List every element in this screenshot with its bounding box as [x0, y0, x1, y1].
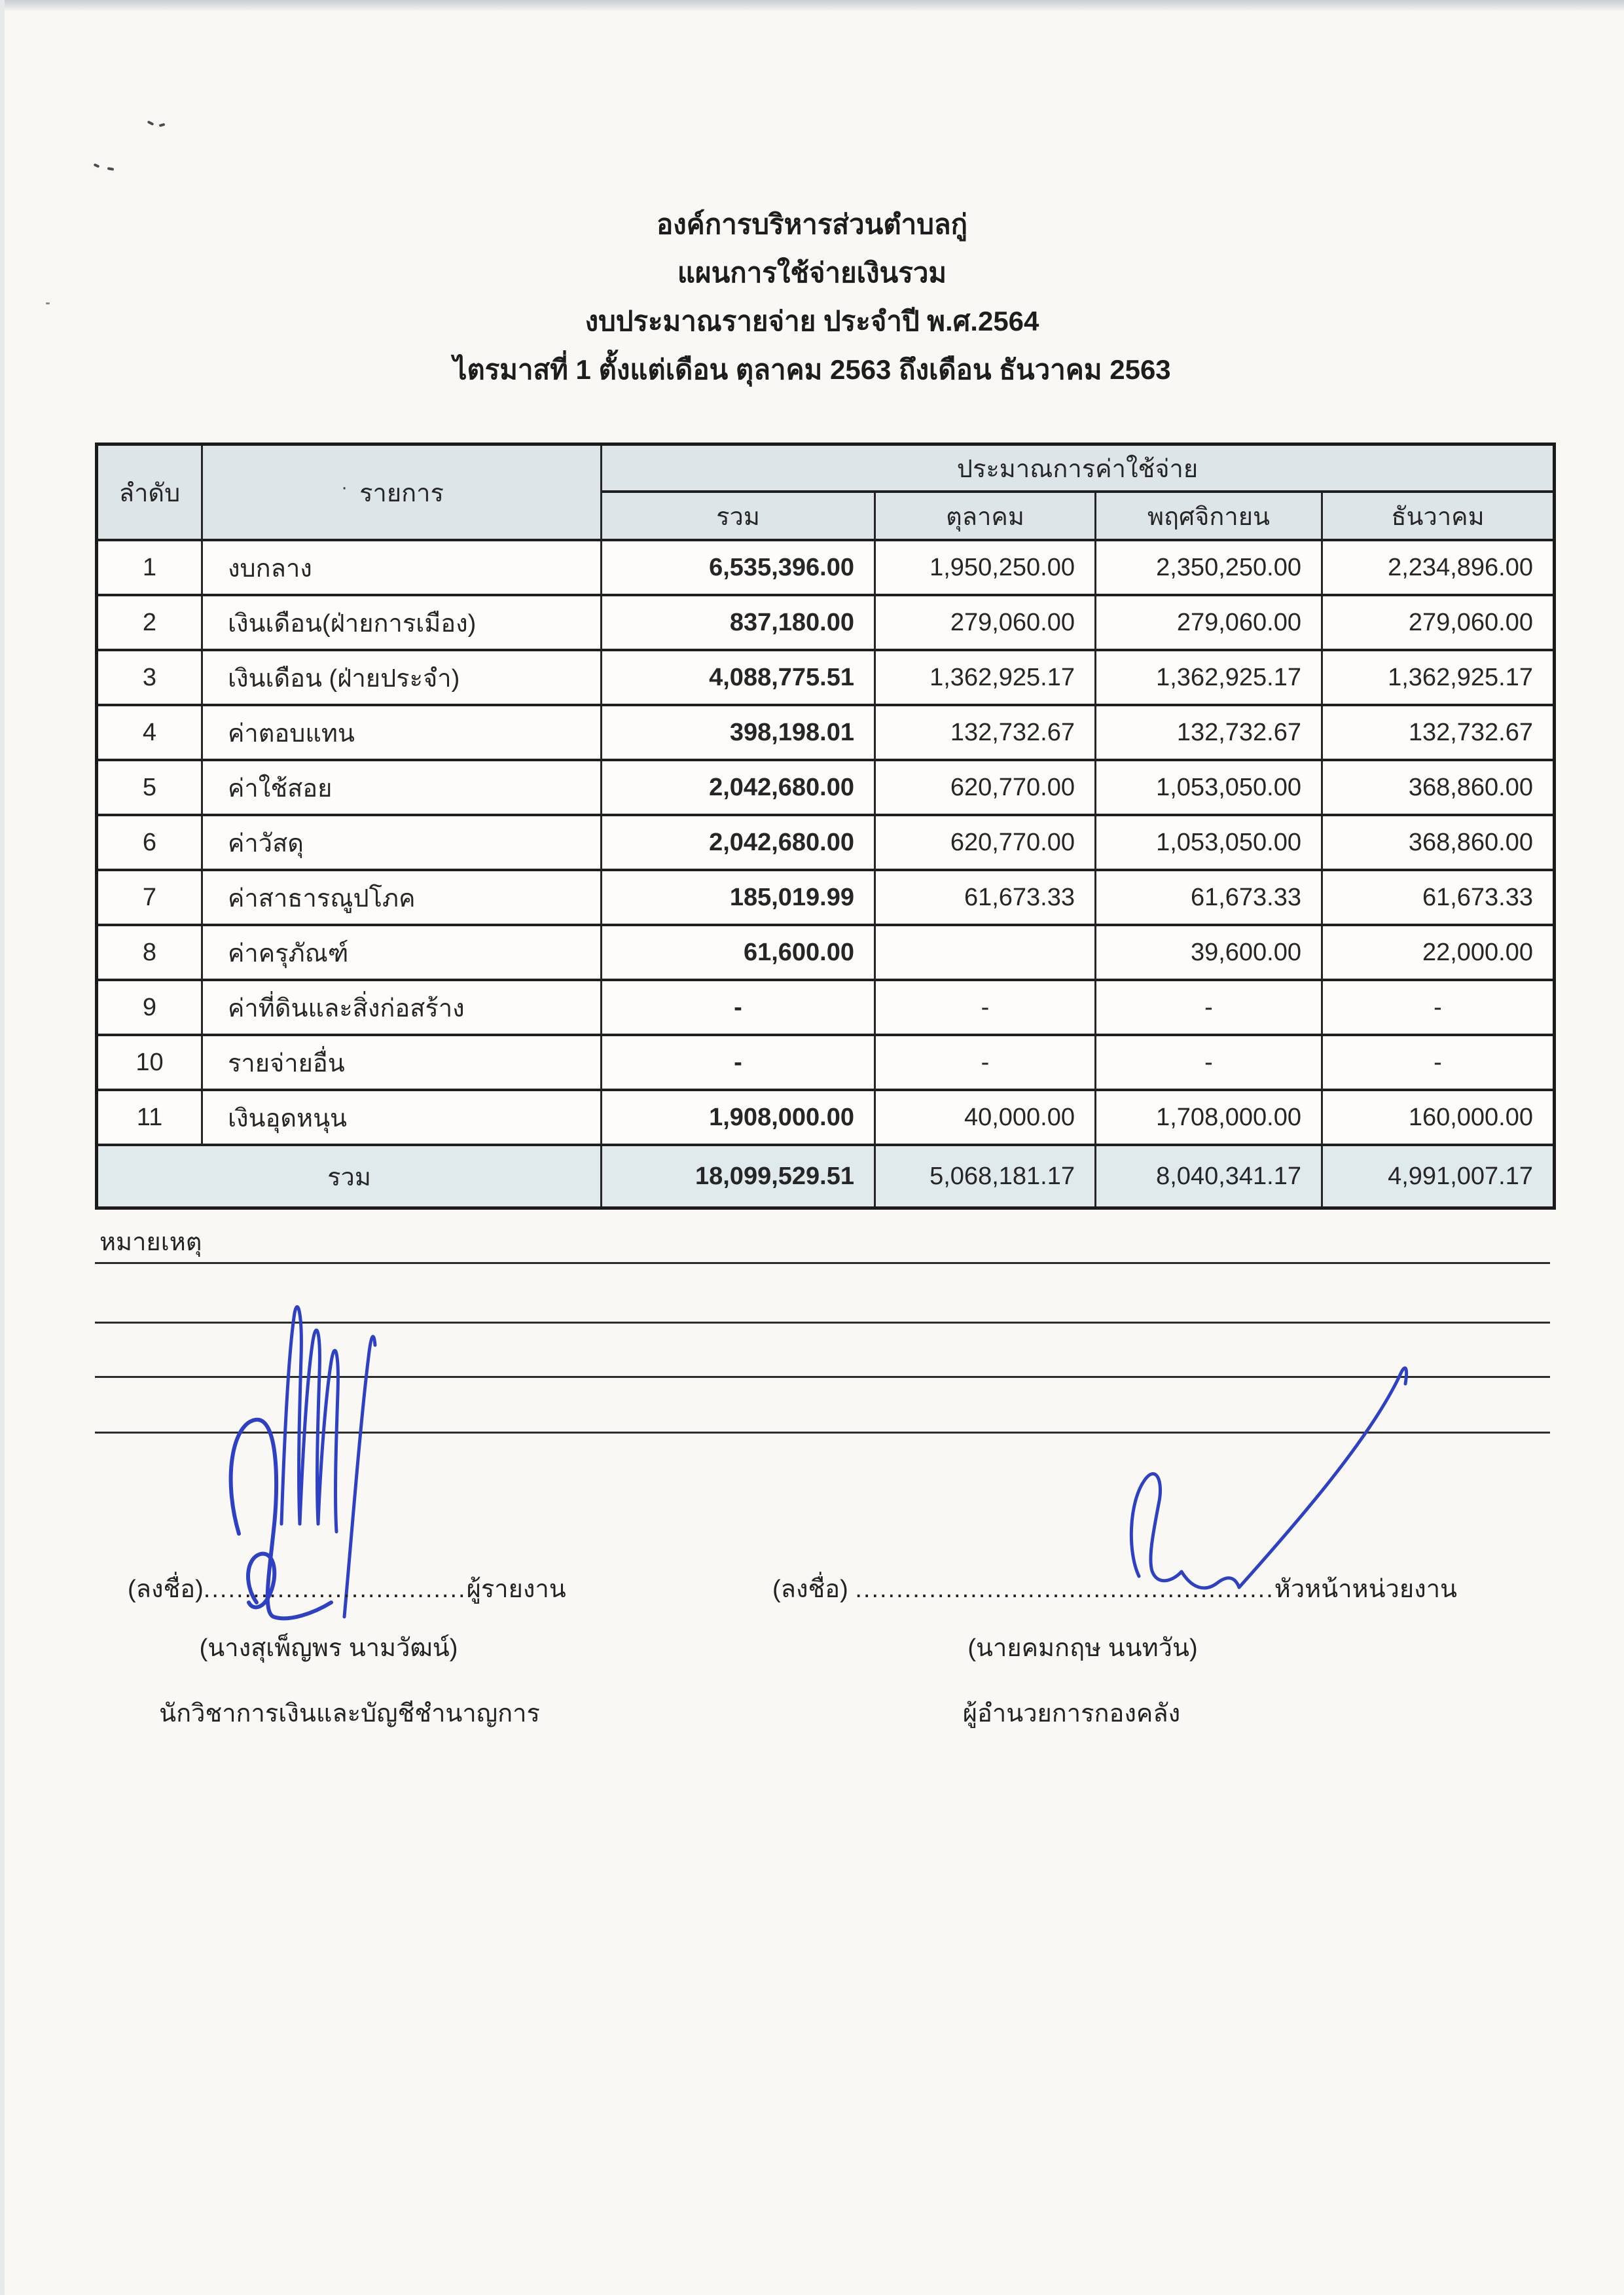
row-item-cell: ค่าสาธารณูปโภค [203, 871, 602, 926]
row-october-cell: 279,060.00 [876, 596, 1096, 651]
note-line [95, 1262, 1550, 1264]
row-december-cell: 160,000.00 [1323, 1091, 1553, 1146]
sign-dots-right: ................................................... [855, 1576, 1274, 1603]
row-november-cell: 132,732.67 [1096, 706, 1323, 761]
total-row-november-cell: 8,040,341.17 [1096, 1146, 1323, 1206]
row-total-cell: 1,908,000.00 [602, 1091, 876, 1146]
title-budget-year: งบประมาณรายจ่าย ประจำปี พ.ศ.2564 [585, 306, 1039, 336]
row-no-cell: 11 [98, 1091, 203, 1146]
scan-edge-shadow-top [0, 0, 1624, 10]
row-december-cell: 368,860.00 [1323, 816, 1553, 871]
row-october-cell: 620,770.00 [876, 761, 1096, 816]
header-col-november: พฤศจิกายน [1096, 493, 1323, 541]
total-row-total-cell: 18,099,529.51 [602, 1146, 876, 1206]
row-no-cell: 1 [98, 541, 203, 596]
header-item-label: รายการ [359, 479, 444, 507]
total-row-label: รวม [98, 1146, 602, 1206]
row-total-cell: 2,042,680.00 [602, 816, 876, 871]
row-october-cell: 1,362,925.17 [876, 651, 1096, 706]
row-december-cell: 2,234,896.00 [1323, 541, 1553, 596]
row-item-cell: รายจ่ายอื่น [203, 1036, 602, 1091]
sign-prefix-right: (ลงชื่อ) [772, 1576, 856, 1603]
header-expense-group: ประมาณการค่าใช้จ่าย [602, 446, 1553, 493]
row-total-cell: - [602, 981, 876, 1036]
title-org: องค์การบริหารส่วนตำบลกู่ [656, 209, 968, 240]
row-december-cell: 368,860.00 [1323, 761, 1553, 816]
row-november-cell: - [1096, 981, 1323, 1036]
row-item-cell: เงินอุดหนุน [203, 1091, 602, 1146]
signature-line-right [772, 1568, 1457, 1608]
row-november-cell: 279,060.00 [1096, 596, 1323, 651]
sign-prefix-left: (ลงชื่อ) [128, 1576, 204, 1603]
row-total-cell: 398,198.01 [602, 706, 876, 761]
signer-position-left: นักวิชาการเงินและบัญชีชำนาญการ [159, 1700, 540, 1727]
total-row-december-cell: 4,991,007.17 [1323, 1146, 1553, 1206]
sign-dots-left: ................................ [203, 1576, 467, 1603]
row-item-cell: เงินเดือน(ฝ่ายการเมือง) [203, 596, 602, 651]
row-no-cell: 5 [98, 761, 203, 816]
row-october-cell: 620,770.00 [876, 816, 1096, 871]
row-no-cell: 3 [98, 651, 203, 706]
row-october-cell [876, 926, 1096, 981]
row-november-cell: 1,053,050.00 [1096, 816, 1323, 871]
row-october-cell: 40,000.00 [876, 1091, 1096, 1146]
sign-role-right: หัวหน้าหน่วยงาน [1274, 1576, 1458, 1603]
row-october-cell: 61,673.33 [876, 871, 1096, 926]
row-no-cell: 9 [98, 981, 203, 1036]
header-col-total: รวม [602, 493, 876, 541]
row-october-cell: 1,950,250.00 [876, 541, 1096, 596]
row-total-cell: - [602, 1036, 876, 1091]
signature-line-left [128, 1568, 566, 1608]
title-plan: แผนการใช้จ่ายเงินรวม [677, 257, 947, 288]
row-no-cell: 2 [98, 596, 203, 651]
row-total-cell: 6,535,396.00 [602, 541, 876, 596]
row-november-cell: 2,350,250.00 [1096, 541, 1323, 596]
row-item-cell: ค่าใช้สอย [203, 761, 602, 816]
row-december-cell: 22,000.00 [1323, 926, 1553, 981]
row-december-cell: 132,732.67 [1323, 706, 1553, 761]
row-december-cell: 61,673.33 [1323, 871, 1553, 926]
scan-artifact [159, 123, 166, 127]
document-header [0, 200, 1624, 394]
signer-name-right: (นายคมกฤษ นนทวัน) [967, 1635, 1198, 1662]
header-col-december: ธันวาคม [1323, 493, 1553, 541]
row-item-cell: ค่าตอบแทน [203, 706, 602, 761]
scan-artifact [107, 167, 115, 171]
row-november-cell: 1,362,925.17 [1096, 651, 1323, 706]
row-october-cell: - [876, 1036, 1096, 1091]
row-no-cell: 4 [98, 706, 203, 761]
row-november-cell: 61,673.33 [1096, 871, 1323, 926]
row-item-cell: ค่าวัสดุ [203, 816, 602, 871]
row-item-cell: ค่าที่ดินและสิ่งก่อสร้าง [203, 981, 602, 1036]
row-november-cell: 1,053,050.00 [1096, 761, 1323, 816]
title-quarter: ไตรมาสที่ 1 ตั้งแต่เดือน ตุลาคม 2563 ถึงเดือน ธันวาคม 2563 [453, 354, 1171, 385]
row-total-cell: 837,180.00 [602, 596, 876, 651]
row-item-cell: เงินเดือน (ฝ่ายประจำ) [203, 651, 602, 706]
signature-right-ink [1113, 1335, 1420, 1597]
row-total-cell: 4,088,775.51 [602, 651, 876, 706]
total-row-october-cell: 5,068,181.17 [876, 1146, 1096, 1206]
header-col-october: ตุลาคม [876, 493, 1096, 541]
header-no: ลำดับ [98, 446, 203, 541]
budget-table [95, 443, 1556, 1210]
sign-role-left: ผู้รายงาน [466, 1576, 566, 1603]
scan-artifact [94, 163, 100, 168]
scan-artifact [147, 120, 154, 126]
row-december-cell: - [1323, 1036, 1553, 1091]
row-october-cell: - [876, 981, 1096, 1036]
row-november-cell: - [1096, 1036, 1323, 1091]
signer-position-right: ผู้อำนวยการกองคลัง [962, 1700, 1181, 1727]
signer-name-left: (นางสุเพ็ญพร นามวัฒน์) [199, 1635, 458, 1662]
row-november-cell: 1,708,000.00 [1096, 1091, 1323, 1146]
row-december-cell: - [1323, 981, 1553, 1036]
row-no-cell: 7 [98, 871, 203, 926]
row-total-cell: 2,042,680.00 [602, 761, 876, 816]
row-no-cell: 6 [98, 816, 203, 871]
header-item [203, 446, 602, 541]
row-total-cell: 61,600.00 [602, 926, 876, 981]
row-november-cell: 39,600.00 [1096, 926, 1323, 981]
row-october-cell: 132,732.67 [876, 706, 1096, 761]
row-december-cell: 279,060.00 [1323, 596, 1553, 651]
row-item-cell: ค่าครุภัณฑ์ [203, 926, 602, 981]
row-item-cell: งบกลาง [203, 541, 602, 596]
row-no-cell: 10 [98, 1036, 203, 1091]
scan-artifact-tick: · [341, 476, 348, 498]
row-december-cell: 1,362,925.17 [1323, 651, 1553, 706]
notes-label: หมายเหตุ [99, 1229, 202, 1256]
row-total-cell: 185,019.99 [602, 871, 876, 926]
row-no-cell: 8 [98, 926, 203, 981]
